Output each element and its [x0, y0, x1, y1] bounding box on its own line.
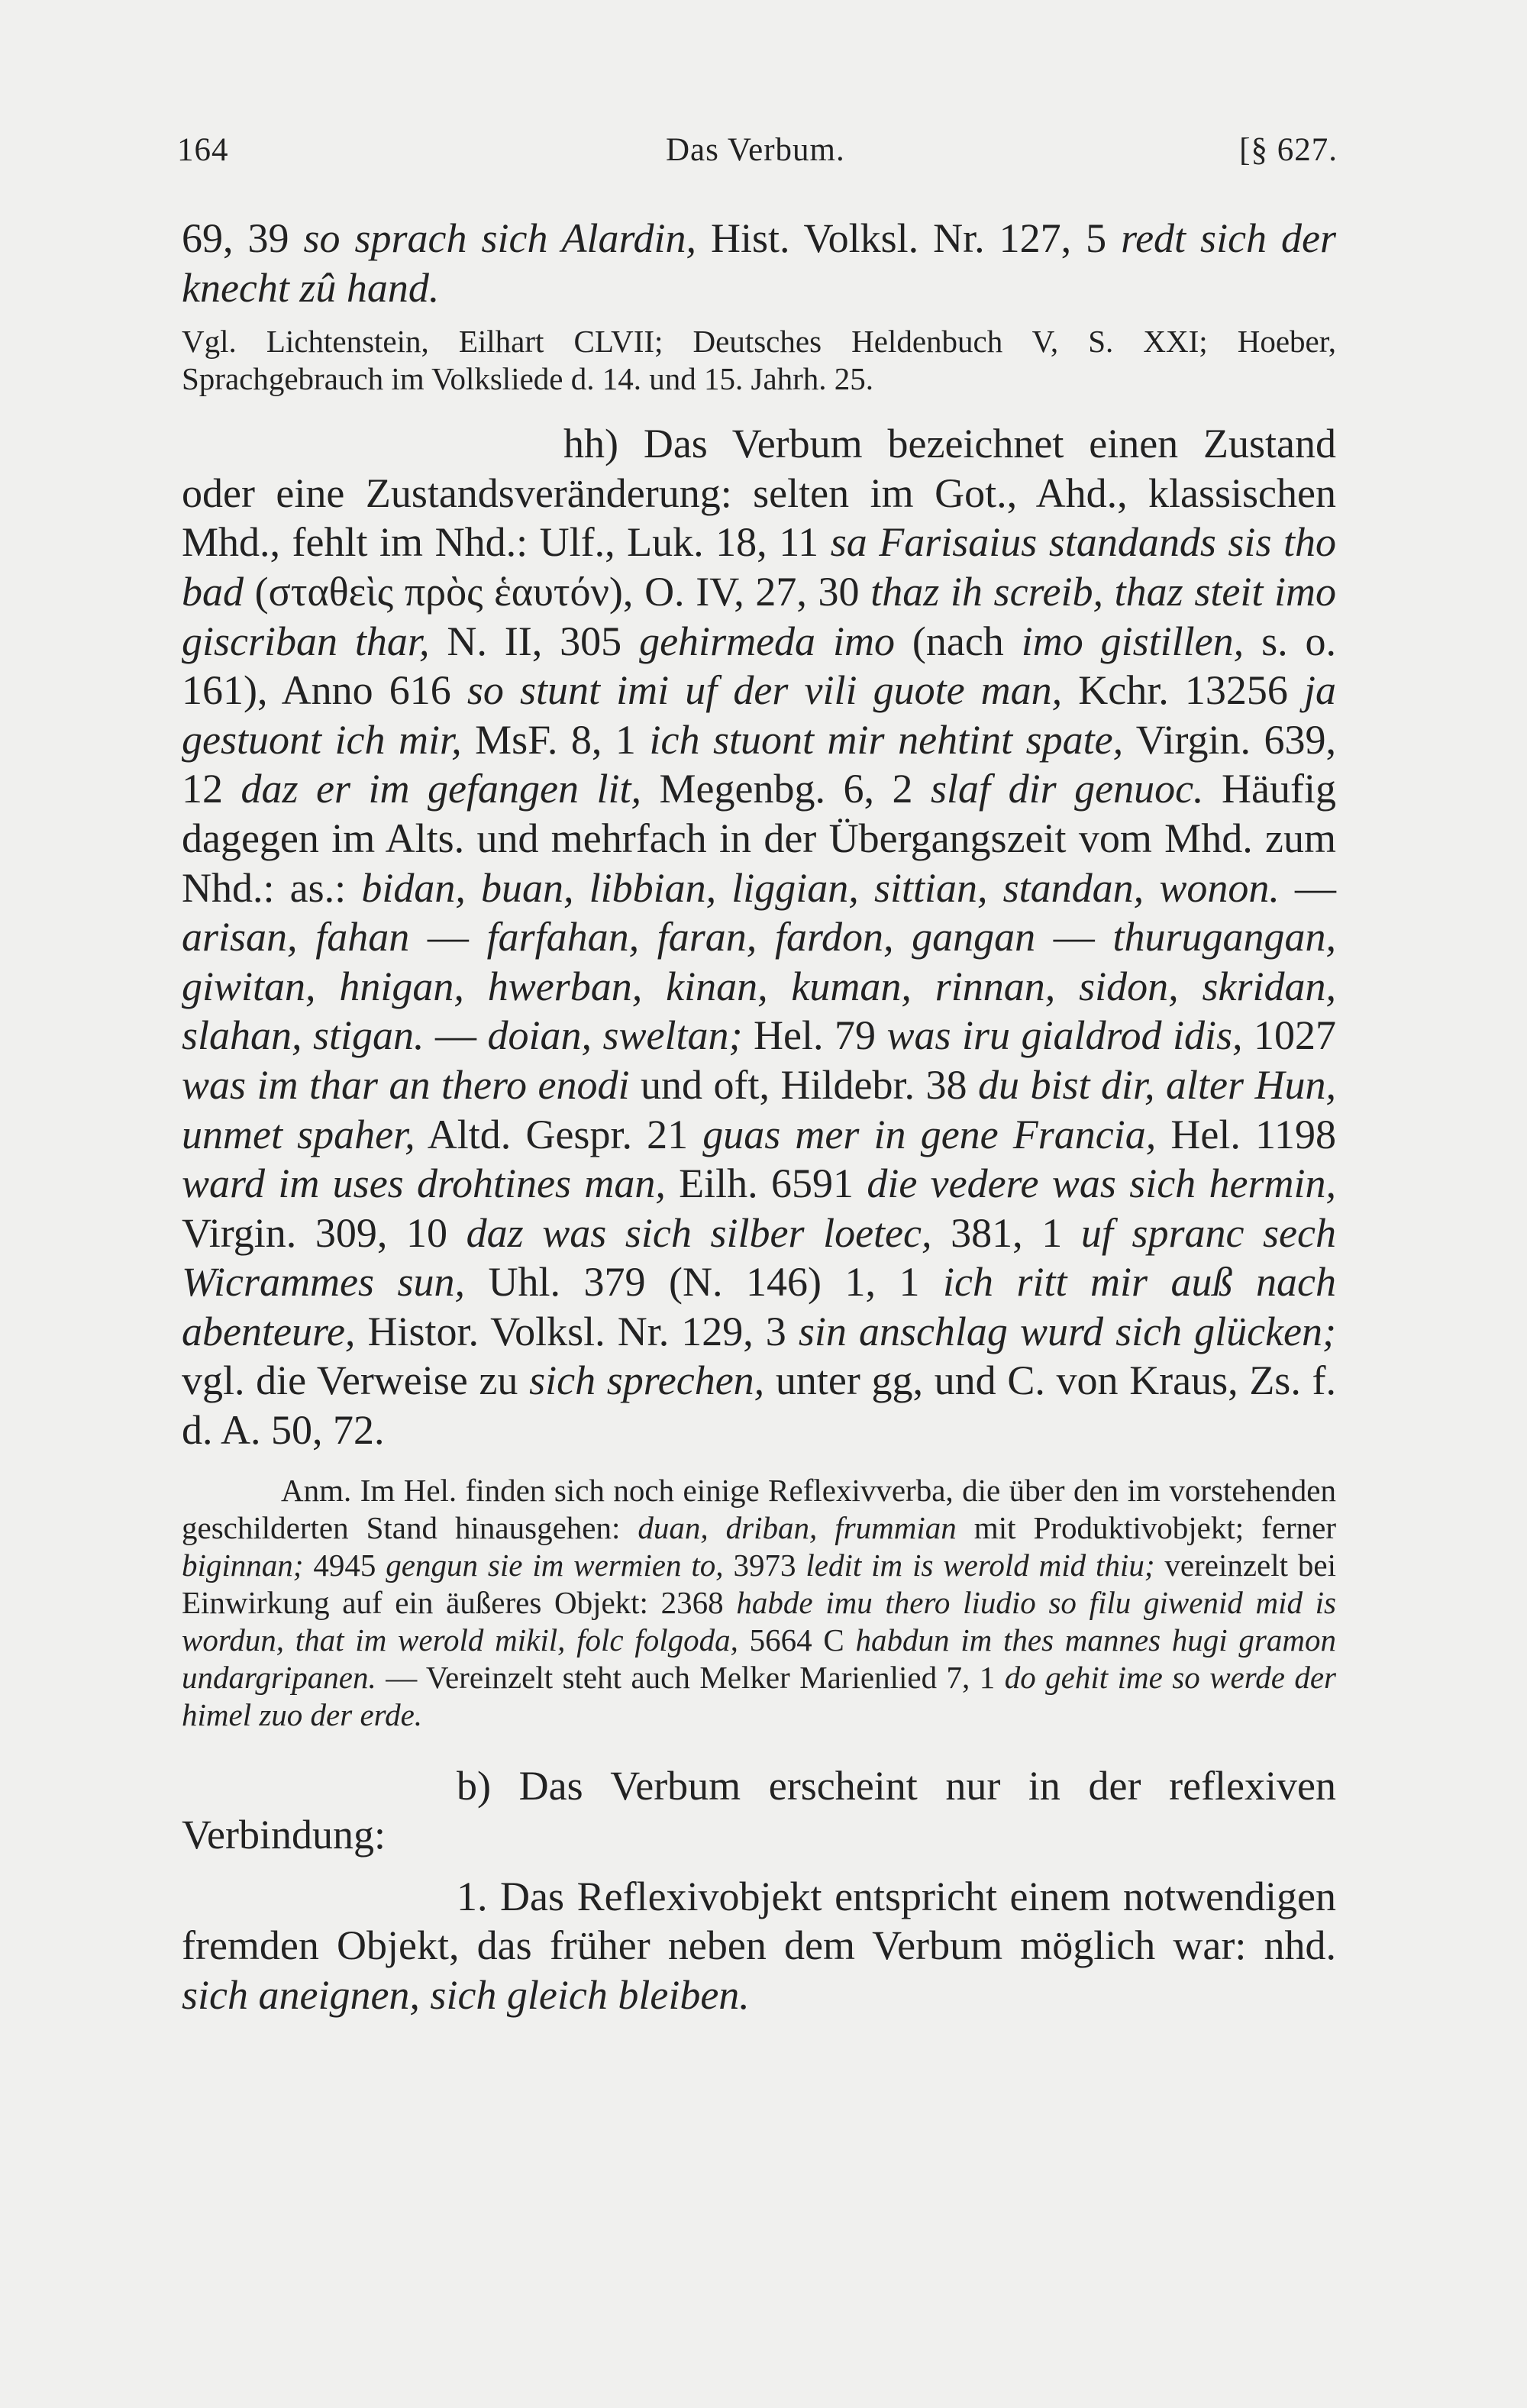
text-run: —: [409, 914, 487, 960]
text-run: 1027: [1242, 1012, 1337, 1059]
paragraph-b: [182, 1761, 1336, 1860]
text-run: unter gg, und C. von Kraus, Zs. f. d. A. 50, 72.: [182, 1357, 1336, 1454]
body-text: [182, 214, 1336, 2020]
text-run: Vgl. Lichtenstein, Eilhart CLVII; Deutsches Heldenbuch V, S. XXI; Hoeber, Sprachgebrauch im Volksliede d. 14. und 15. Jahrh. 25.: [182, 324, 1336, 397]
text-run: Altd. Gespr. 21: [415, 1111, 703, 1157]
paragraph-references: [182, 323, 1336, 398]
text-run: —: [1035, 914, 1113, 960]
italic-text: farfahan, faran, fardon, gangan: [486, 914, 1036, 960]
text-run: mit Produktivobjekt; ferner: [956, 1509, 1336, 1545]
italic-text: daz was sich silber loetec,: [466, 1209, 932, 1256]
text-run: Anm. Im Hel. finden sich noch einige Reflexivverba, die über den im vorstehenden geschilderten Stand hinausgehen:: [182, 1472, 1336, 1545]
text-run: 381, 1: [931, 1209, 1081, 1256]
text-run: b) Das Verbum erscheint nur in der reflexiven Verbindung:: [182, 1762, 1336, 1858]
italic-text: thurugangan, giwitan, hnigan, hwerban, kinan, kuman, rinnan, sidon, skridan, slahan, stigan.: [182, 914, 1336, 1059]
italic-text: sin anschlag wurd sich glücken;: [798, 1308, 1337, 1354]
italic-text: so stunt imi uf der vili guote man,: [466, 667, 1063, 714]
section-marker: [§ 627.: [1239, 132, 1338, 168]
running-header: [177, 131, 1338, 177]
italic-text: slaf dir genuoc.: [931, 766, 1204, 812]
text-run: Histor. Volksl. Nr. 129, 3: [355, 1308, 799, 1354]
italic-text: habdun im thes mannes hugi gramon undargripanen.: [182, 1622, 1336, 1695]
italic-text: sa Farisaius standands sis tho bad: [182, 519, 1336, 615]
italic-text: do gehit ime so werde der himel zuo der erde.: [182, 1659, 1337, 1732]
italic-text: so sprach sich Alardin,: [303, 215, 697, 261]
text-run: 69, 39: [182, 215, 304, 261]
italic-text: uf spranc sech Wicrammes sun,: [182, 1209, 1336, 1306]
text-run: (nach: [894, 618, 1022, 664]
italic-text: arisan, fahan: [182, 914, 410, 960]
italic-text: was im thar an thero enodi: [182, 1061, 630, 1108]
text-run: 3973: [723, 1547, 806, 1583]
text-run: hh) Das Verbum bezeichnet einen Zustand oder eine Zustandsveränderung: selten im Got., Ahd., klassischen Mhd., fehlt im Nhd.: Ulf., Luk. 18, 11: [182, 421, 1336, 566]
text-run: 5664 C: [738, 1622, 856, 1658]
text-run: —: [424, 1012, 488, 1059]
italic-text: du bist dir, alter Hun, unmet spaher,: [182, 1061, 1336, 1157]
italic-text: sich aneignen, sich gleich bleiben.: [182, 1972, 750, 2019]
italic-text: ward im uses drohtines man,: [182, 1160, 666, 1207]
text-run: Kchr. 13256: [1062, 667, 1304, 714]
paragraph-citation-continued: [182, 214, 1336, 312]
italic-text: duan, driban, frummian: [638, 1509, 957, 1545]
italic-text: imo gistillen,: [1021, 618, 1245, 664]
italic-text: bidan, buan, libbian, liggian, sittian, standan, wonon.: [361, 864, 1280, 911]
text-run: Häufig dagegen im Alts. und mehrfach in der Übergangszeit vom Mhd. zum Nhd.: as.:: [182, 766, 1336, 911]
italic-text: sich sprechen,: [529, 1357, 765, 1404]
page-number: 164: [177, 132, 229, 168]
italic-text: guas mer in gene Francia,: [702, 1111, 1157, 1157]
text-run: Hist. Volksl. Nr. 127, 5: [696, 215, 1122, 261]
text-run: 4945: [303, 1547, 386, 1583]
text-run: vereinzelt bei Einwirkung auf ein äußeres Objekt: 2368: [182, 1547, 1337, 1620]
text-run: —: [1279, 864, 1336, 911]
italic-text: doian, sweltan;: [487, 1012, 743, 1059]
italic-text: redt sich der knecht zû hand.: [182, 215, 1337, 311]
italic-text: was iru gialdrod idis,: [886, 1012, 1243, 1059]
italic-text: gengun sie im wermien to,: [386, 1547, 724, 1583]
italic-text: ich ritt mir auß nach abenteure,: [182, 1259, 1336, 1354]
text-run: Megenbg. 6, 2: [641, 766, 931, 812]
italic-text: gehirmeda imo: [639, 618, 895, 664]
text-run: Virgin. 639, 12: [182, 716, 1336, 812]
text-run: Hel. 1198: [1156, 1111, 1337, 1157]
italic-text: biginnan;: [182, 1547, 304, 1583]
text-run: s. o. 161), Anno 616: [182, 618, 1337, 714]
italic-text: thaz ih screib, thaz steit imo giscriban thar,: [182, 568, 1336, 664]
text-run: MsF. 8, 1: [461, 716, 650, 763]
paragraph-hh: [182, 419, 1336, 1454]
paragraph-note: [182, 1472, 1336, 1734]
running-title: Das Verbum.: [666, 132, 845, 168]
italic-text: daz er im gefangen lit,: [241, 766, 642, 812]
text-run: vgl. die Verweise zu: [182, 1357, 530, 1404]
italic-text: ledit im is werold mid thiu;: [805, 1547, 1155, 1583]
text-run: Uhl. 379 (N. 146) 1, 1: [465, 1259, 943, 1306]
text-run: — Vereinzelt steht auch Melker Marienlied 7, 1: [376, 1659, 1005, 1695]
text-run: Hel. 79: [742, 1012, 887, 1059]
text-run: (σταθεὶς πρὸς ἑαυτόν), O. IV, 27, 30: [244, 568, 871, 615]
italic-text: ja gestuont ich mir,: [182, 667, 1337, 763]
text-run: 1. Das Reflexivobjekt entspricht einem notwendigen fremden Objekt, das früher neben dem Verbum möglich war: nhd.: [182, 1873, 1336, 1969]
text-run: und oft, Hildebr. 38: [629, 1061, 978, 1108]
paragraph-1: [182, 1872, 1336, 2020]
italic-text: die vedere was sich hermin,: [867, 1160, 1336, 1207]
text-run: N. II, 305: [429, 618, 640, 664]
italic-text: habde imu thero liudio so filu giwenid mid is wordun, that im werold mikil, folc folgoda,: [182, 1584, 1336, 1658]
text-run: Eilh. 6591: [665, 1160, 867, 1207]
text-run: Virgin. 309, 10: [182, 1209, 466, 1256]
italic-text: ich stuont mir nehtint spate,: [649, 716, 1124, 763]
